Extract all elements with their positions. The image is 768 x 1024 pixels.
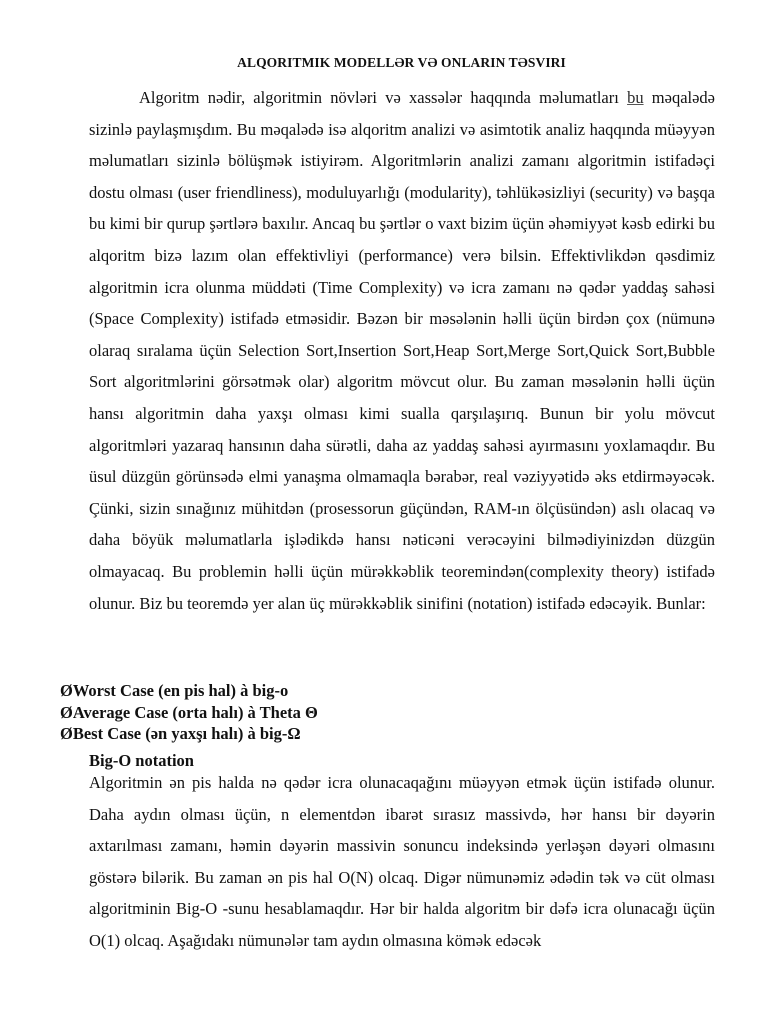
case-item-worst: ØWorst Case (en pis hal) à big-o [60, 681, 289, 700]
case-item-average: ØAverage Case (orta halı) à Theta Θ [60, 702, 318, 722]
intro-paragraph [89, 82, 715, 619]
section-heading-big-o: Big-O notation [89, 751, 194, 770]
intro-text-before-link: Algoritm nədir, algoritmin növləri və xassələr haqqında məlumatları [139, 88, 628, 107]
intro-link[interactable]: bu [627, 88, 644, 107]
intro-text-after-link: məqalədə sizinlə paylaşmışdım. Bu məqalədə isə alqoritm analizi və asimtotik analiz haqqında müəyyən məlumatları sizinlə bölüşmək istiyirəm. Algoritmlərin analizi zamanı algoritmin istifadəçi dostu olması (user friendliness), moduluyarlığı (modularity), təhlükəsizliyi (security) və başqa bu kimi bir qurup şərtlərə baxılır. Ancaq bu şərtlər o vaxt bizim üçün əhəmiyyət kəsb edirki bu alqoritm bizə lazım olan effektivliyi (performance) verə bilsin. Effektivlikdən qəsdimiz algoritmin icra olunma müddəti (Time Complexity) və icra zamanı nə qədər yaddaş sahəsi (Space Complexity) istifadə etməsidir. Bəzən bir məsələnin həlli üçün birdən çox (nümunə olaraq sıralama üçün Selection Sort,Insertion Sort,Heap Sort,Merge Sort,Quick Sort,Bubble Sort algoritmlərini görsətmək olar) algoritm mövcut olur. Bu zaman məsələnin həlli üçün hansı algoritmin daha yaxşı olması kimi sualla qarşılaşırıq. Bunun bir yolu mövcut algoritmləri yazaraq hansının daha sürətli, daha az yaddaş sahəsi ayırmasını yoxlamaqdır. Bu üsul düzgün görünsədə elmi yanaşma olmamaqla bərabər, real vəziyyətidə əks etdirməyəcək. Çünki, sizin sınağınız mühitdən (prosessorun güçündən, RAM-ın ölçüsündən) aslı olacaq və daha böyük məlumatlarla işlədikdə hansı nəticəni verəcəyini bilmədiyinizdən düzgün olmayacaq. Bu problemin həlli üçün mürəkkəblik teoremindən(complexity theory) istifadə olunur. Biz bu teoremdə yer alan üç mürəkkəblik sinifini (notation) istifadə edəcəyik. Bunlar: [89, 88, 715, 613]
document-title: ALQORITMIK MODELLƏR VƏ ONLARIN TƏSVIRI [237, 55, 566, 70]
case-item-best: ØBest Case (ən yaxşı halı) à big-Ω [60, 724, 301, 743]
big-o-paragraph: Algoritmin ən pis halda nə qədər icra olunacaqağını müəyyən etmək üçün istifadə olunur. Daha aydın olması üçün, n elementdən ibarət sırasız massivdə, hər hansı bir dəyərin axtarılması zamanı, həmin dəyərin massivin sonuncu indeksində yerləşən dəyəri olmasını göstərə bilərik. Bu zaman ən pis hal O(N) olcaq. Digər nümunəmiz ədədin tək və cüt olması algoritminin Big-O -sunu hesablamaqdır. Hər bir halda algoritm bir dəfə icra olunacağı üçün O(1) olcaq. Aşağıdakı nümunələr tam aydın olmasına kömək edəcək [89, 773, 715, 950]
complexity-cases-list [60, 680, 720, 745]
